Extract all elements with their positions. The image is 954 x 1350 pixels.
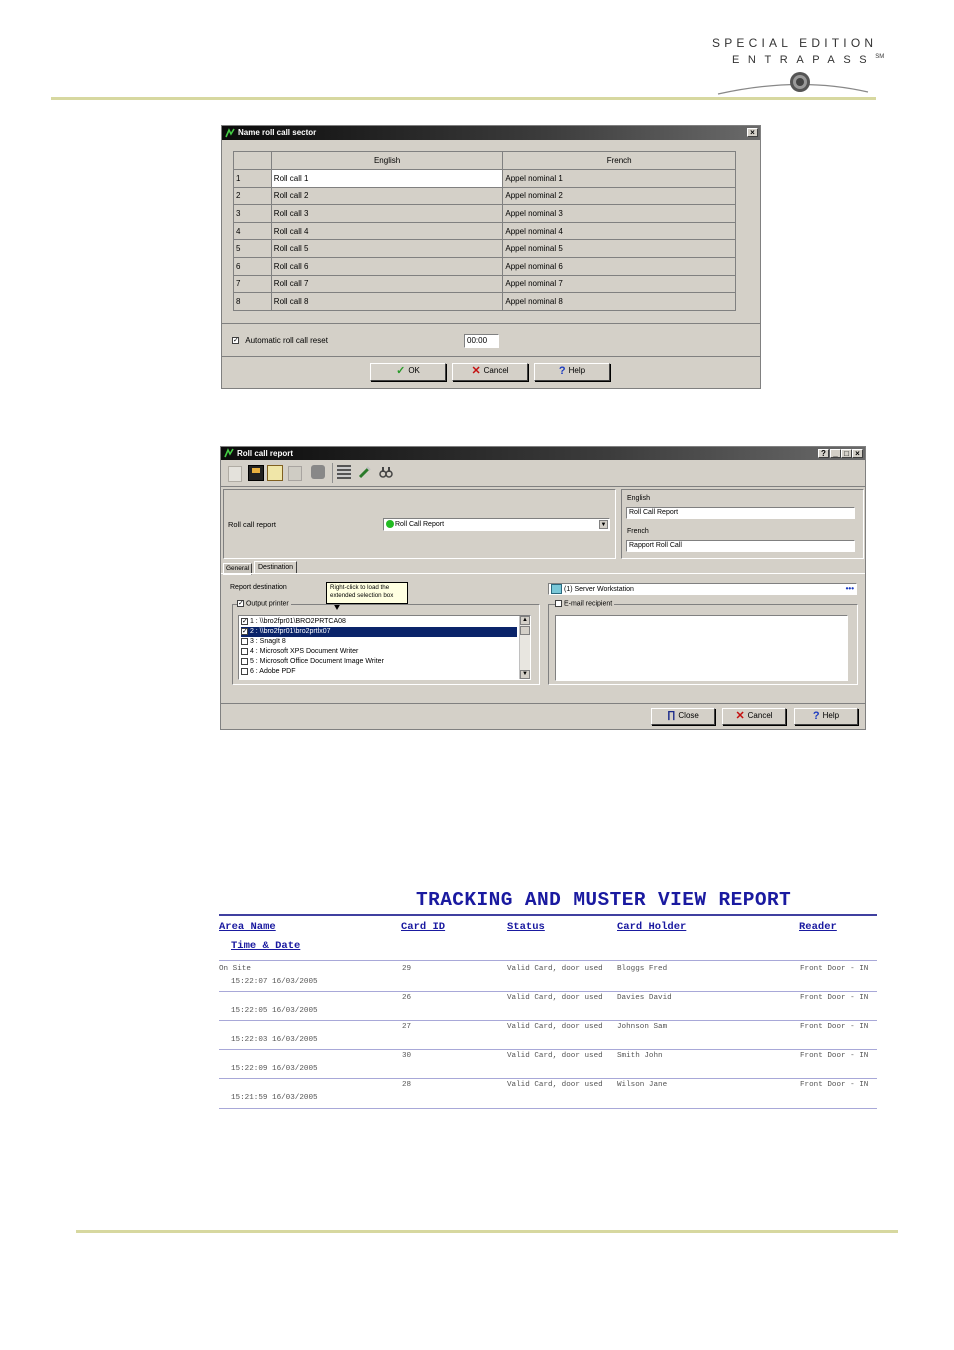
table-row[interactable] xyxy=(234,257,736,275)
checkbox-box[interactable]: ✓ xyxy=(238,600,244,607)
time-cell: 15:22:07 16/03/2005 xyxy=(231,978,318,986)
table-row[interactable] xyxy=(234,205,736,223)
report-separator xyxy=(219,1078,877,1079)
help-report-button[interactable] xyxy=(794,708,858,725)
report-separator xyxy=(219,1020,877,1021)
column-header-reader: Reader xyxy=(799,921,837,933)
app-icon xyxy=(225,128,235,138)
list-icon[interactable] xyxy=(337,465,351,479)
reader-cell: Front Door - IN xyxy=(800,1081,869,1089)
card-id-cell: 30 xyxy=(402,1052,412,1060)
list-item[interactable] xyxy=(241,637,526,647)
entrapass-logo-icon xyxy=(708,66,878,100)
list-item-selected[interactable] xyxy=(241,627,517,637)
roll-call-table xyxy=(233,151,736,311)
card-holder-cell: Davies David xyxy=(617,994,672,1002)
chevron-down-icon[interactable]: ▼ xyxy=(600,522,607,528)
table-row[interactable] xyxy=(234,240,736,258)
french-cell[interactable]: Appel nominal 4 xyxy=(503,222,736,240)
print-icon[interactable] xyxy=(311,465,325,479)
status-cell: Valid Card, door used xyxy=(507,994,603,1002)
scroll-thumb[interactable] xyxy=(520,626,530,635)
output-printer-label: Output printer xyxy=(245,600,289,608)
tab-general[interactable]: General xyxy=(223,563,252,575)
card-holder-cell: Johnson Sam xyxy=(617,1023,668,1031)
french-cell[interactable]: Appel nominal 1 xyxy=(503,170,736,188)
status-cell: Valid Card, door used xyxy=(507,1052,603,1060)
roll-call-report-select[interactable] xyxy=(383,518,610,531)
email-recipient-list[interactable] xyxy=(555,615,848,681)
edit-pen-icon[interactable] xyxy=(358,465,372,479)
logo-entrapass xyxy=(732,54,884,66)
workstation-value: (1) Server Workstation xyxy=(564,585,634,593)
printer-list[interactable] xyxy=(238,615,531,680)
close-report-button[interactable] xyxy=(651,708,715,725)
french-cell[interactable]: Appel nominal 3 xyxy=(503,205,736,223)
tab-line xyxy=(221,573,865,574)
email-recipient-label: E-mail recipient xyxy=(563,600,613,608)
email-recipient-checkbox[interactable] xyxy=(555,600,614,607)
delete-icon[interactable] xyxy=(288,466,302,481)
french-cell[interactable]: Appel nominal 2 xyxy=(503,187,736,205)
french-cell[interactable]: Appel nominal 8 xyxy=(503,293,736,311)
door-icon: ∏ xyxy=(667,710,676,721)
reader-cell: Front Door - IN xyxy=(800,965,869,973)
list-item[interactable] xyxy=(241,657,526,667)
card-holder-cell: Smith John xyxy=(617,1052,663,1060)
checkbox-box[interactable] xyxy=(555,600,562,607)
tab-destination[interactable]: Destination xyxy=(254,561,297,574)
window-titlebar xyxy=(221,447,865,460)
table-row[interactable] xyxy=(234,170,736,188)
french-cell[interactable]: Appel nominal 5 xyxy=(503,240,736,258)
ok-label: OK xyxy=(408,366,420,376)
divider xyxy=(222,356,760,357)
save-icon[interactable] xyxy=(248,465,264,481)
column-header-card-id: Card ID xyxy=(401,921,446,933)
english-cell[interactable]: Roll call 8 xyxy=(271,293,503,311)
printer-checkbox[interactable] xyxy=(241,648,248,655)
output-printer-checkbox[interactable] xyxy=(237,600,291,607)
maximize-icon: □ xyxy=(844,449,849,458)
card-id-cell: 29 xyxy=(402,965,412,973)
auto-reset-label: Automatic roll call reset xyxy=(245,336,328,345)
help-label: Help xyxy=(822,711,840,721)
printer-checkbox[interactable] xyxy=(241,638,248,645)
card-id-cell: 28 xyxy=(402,1081,412,1089)
report-select-value: Roll Call Report xyxy=(395,521,445,528)
printer-label: 6 : Adobe PDF xyxy=(249,668,296,675)
printer-checkbox[interactable]: ✓ xyxy=(242,617,248,625)
report-title-rule xyxy=(219,914,877,916)
minimize-icon: _ xyxy=(833,449,838,458)
tooltip: Right-click to load the extended selection box xyxy=(326,582,408,604)
card-id-cell: 26 xyxy=(402,994,412,1002)
header-rule xyxy=(51,97,876,100)
status-cell: Valid Card, door used xyxy=(507,1023,603,1031)
french-cell[interactable]: Appel nominal 7 xyxy=(503,275,736,293)
card-holder-cell: Bloggs Fred xyxy=(617,965,668,973)
divider xyxy=(222,323,760,324)
french-label: French xyxy=(627,528,649,535)
cancel-label: Cancel xyxy=(747,711,773,721)
column-header-french: French xyxy=(503,152,736,170)
close-button[interactable] xyxy=(747,128,758,137)
list-item[interactable] xyxy=(241,667,526,677)
printer-label: 2 : \\bro2fpr01\bro2prtlx07 xyxy=(249,628,331,635)
binoculars-icon[interactable] xyxy=(379,465,393,479)
help-button[interactable] xyxy=(534,363,610,381)
printer-label: 5 : Microsoft Office Document Image Writer xyxy=(249,658,384,665)
row-number: 8 xyxy=(234,293,272,311)
card-id-cell: 27 xyxy=(402,1023,412,1031)
checkbox-box[interactable]: ✓ xyxy=(233,337,239,345)
copy-icon[interactable] xyxy=(267,465,283,481)
column-header-time: Time & Date xyxy=(231,940,301,952)
close-label: Close xyxy=(678,711,699,721)
dialog-title: Name roll call sector xyxy=(238,128,317,137)
checkmark-icon: ✓ xyxy=(396,365,406,377)
reader-cell: Front Door - IN xyxy=(800,1052,869,1060)
table-header-row xyxy=(234,152,736,170)
status-green-icon xyxy=(386,520,394,528)
list-item[interactable] xyxy=(241,617,526,627)
dialog-titlebar xyxy=(222,126,760,140)
column-header-status: Status xyxy=(507,921,545,933)
workstation-icon xyxy=(551,584,562,594)
footer-rule xyxy=(76,1230,898,1233)
app-icon xyxy=(224,448,234,458)
logo-special-edition: SPECIAL EDITION xyxy=(712,36,878,50)
row-number: 4 xyxy=(234,222,272,240)
table-row[interactable] xyxy=(234,187,736,205)
table-row[interactable] xyxy=(234,293,736,311)
report-separator xyxy=(219,1049,877,1050)
row-number: 3 xyxy=(234,205,272,223)
reader-cell: Front Door - IN xyxy=(800,994,869,1002)
report-separator xyxy=(219,1108,877,1109)
cancel-report-button[interactable] xyxy=(722,708,786,725)
english-cell[interactable]: Roll call 2 xyxy=(271,187,503,205)
help-question-icon: ? xyxy=(558,365,566,377)
english-name-input[interactable]: Roll Call Report xyxy=(626,507,855,519)
close-icon: × xyxy=(750,128,755,137)
question-icon: ? xyxy=(821,449,826,458)
minimize-button[interactable] xyxy=(830,449,841,458)
printer-checkbox[interactable]: ✓ xyxy=(242,627,248,635)
scroll-up-icon[interactable]: ▲ xyxy=(520,616,530,625)
help-label: Help xyxy=(568,366,586,376)
printer-label: 3 : SnagIt 8 xyxy=(249,638,286,645)
logo-entrapass-text: ENTRAPASS xyxy=(732,54,876,66)
row-number: 2 xyxy=(234,187,272,205)
printer-checkbox[interactable] xyxy=(241,658,248,665)
new-icon[interactable] xyxy=(228,466,242,482)
cancel-label: Cancel xyxy=(483,366,509,376)
english-cell[interactable]: Roll call 6 xyxy=(271,257,503,275)
time-cell: 15:22:09 16/03/2005 xyxy=(231,1065,318,1073)
auto-reset-checkbox[interactable] xyxy=(232,336,328,345)
time-cell: 15:22:03 16/03/2005 xyxy=(231,1036,318,1044)
help-title-button[interactable] xyxy=(818,449,829,458)
status-cell: Valid Card, door used xyxy=(507,1081,603,1089)
help-question-icon: ? xyxy=(812,710,820,722)
reader-cell: Front Door - IN xyxy=(800,1023,869,1031)
window-title: Roll call report xyxy=(237,449,294,458)
table-row[interactable] xyxy=(234,222,736,240)
area-cell: On Site xyxy=(219,965,251,973)
column-header-english: English xyxy=(271,152,503,170)
card-holder-cell: Wilson Jane xyxy=(617,1081,668,1089)
ok-button[interactable] xyxy=(370,363,446,381)
cancel-button[interactable] xyxy=(452,363,528,381)
english-cell[interactable]: Roll call 5 xyxy=(271,240,503,258)
status-cell: Valid Card, door used xyxy=(507,965,603,973)
time-cell: 15:21:59 16/03/2005 xyxy=(231,1094,318,1102)
printer-checkbox[interactable] xyxy=(241,668,248,675)
english-cell[interactable]: Roll call 7 xyxy=(271,275,503,293)
divider xyxy=(221,703,865,704)
row-number: 1 xyxy=(234,170,272,188)
table-row[interactable] xyxy=(234,275,736,293)
cancel-x-icon: ✕ xyxy=(471,365,481,377)
reset-time-input[interactable]: 00:00 xyxy=(464,334,499,348)
toolbar xyxy=(221,460,865,487)
row-number-header xyxy=(234,152,272,170)
printer-label: 1 : \\bro2fpr01\BRO2PRTCA08 xyxy=(249,618,346,625)
report-title: TRACKING AND MUSTER VIEW REPORT xyxy=(416,889,792,911)
maximize-button[interactable] xyxy=(841,449,852,458)
row-number: 6 xyxy=(234,257,272,275)
toolbar-separator xyxy=(332,463,333,483)
english-cell[interactable]: Roll call 1 xyxy=(271,170,503,188)
workstation-field[interactable] xyxy=(548,583,857,595)
report-separator xyxy=(219,991,877,992)
roll-call-report-label: Roll call report xyxy=(228,520,276,529)
english-cell[interactable]: Roll call 3 xyxy=(271,205,503,223)
report-destination-label: Report destination xyxy=(230,584,287,591)
more-options-icon[interactable]: ••• xyxy=(845,584,854,593)
printer-label: 4 : Microsoft XPS Document Writer xyxy=(249,648,359,655)
english-label: English xyxy=(627,495,650,502)
english-cell[interactable]: Roll call 4 xyxy=(271,222,503,240)
row-number: 7 xyxy=(234,275,272,293)
close-button[interactable] xyxy=(852,449,863,458)
french-name-input[interactable]: Rapport Roll Call xyxy=(626,540,855,552)
french-cell[interactable]: Appel nominal 6 xyxy=(503,257,736,275)
time-cell: 15:22:05 16/03/2005 xyxy=(231,1007,318,1015)
list-item[interactable] xyxy=(241,647,526,657)
row-number: 5 xyxy=(234,240,272,258)
column-header-card-holder: Card Holder xyxy=(617,921,687,933)
scrollbar[interactable] xyxy=(519,616,530,679)
scroll-down-icon[interactable]: ▼ xyxy=(520,670,530,679)
report-separator xyxy=(219,960,877,961)
cancel-x-icon: ✕ xyxy=(735,710,745,722)
logo-trademark: SM xyxy=(875,54,885,60)
column-header-area: Area Name xyxy=(219,921,276,933)
close-icon: × xyxy=(855,449,860,458)
